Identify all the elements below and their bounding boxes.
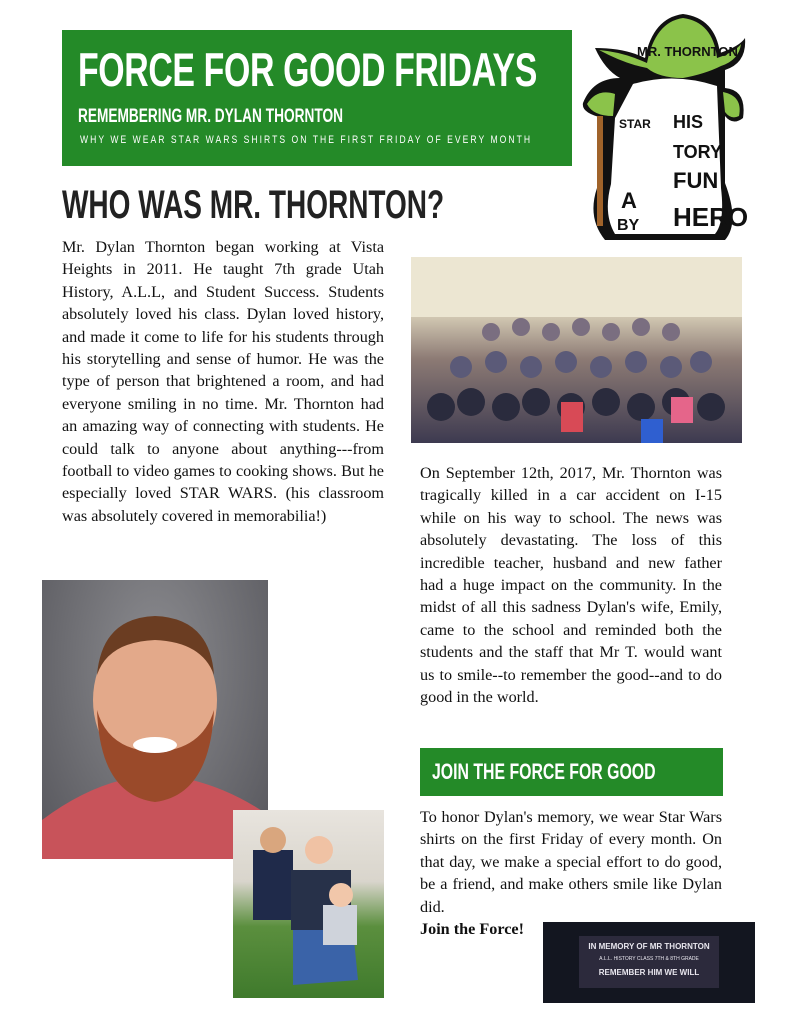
bio-paragraph: Mr. Dylan Thornton began working at Vista Heights in 2011. He taught 7th grade Utah History, A.L.L, and Student Success. Students absolutely loved his class. Dylan loved history, and made it come to life for his students through his storytelling and sense of humor. He was the type of person that brightened a room, and had everyone smiling in no time. Mr. Thornton had an amazing way of connecting with students. He could talk to anyone about anything---from football to video games to cooking shows. But he especially loved STAR WARS. (his classroom was absolutely covered in memorabilia!) bbox=[62, 238, 384, 525]
svg-text:A: A bbox=[621, 188, 637, 213]
yoda-word-art-image bbox=[575, 8, 750, 246]
page-tagline: WHY WE WEAR STAR WARS SHIRTS ON THE FIRST FRIDAY OF EVERY MONTH bbox=[80, 134, 533, 146]
family-photo bbox=[233, 810, 384, 998]
page-subtitle: REMEMBERING MR. DYLAN THORNTON bbox=[78, 106, 343, 127]
join-force-heading: JOIN THE FORCE FOR GOOD bbox=[432, 759, 656, 784]
svg-text:STAR: STAR bbox=[619, 117, 651, 131]
memorial-shirt-photo bbox=[543, 922, 755, 1003]
header-banner bbox=[62, 30, 572, 166]
join-body-text: To honor Dylan's memory, we wear Star Wars shirts on the first Friday of every month. On that day, we make a special effort to do good, be a friend, and make others smile like Dylan did. bbox=[420, 808, 722, 916]
svg-text:FUN: FUN bbox=[673, 168, 719, 193]
page-title: FORCE FOR GOOD FRIDAYS bbox=[78, 43, 537, 96]
svg-text:BY: BY bbox=[617, 217, 640, 234]
join-paragraph bbox=[420, 806, 722, 940]
staff-group-photo bbox=[411, 257, 742, 443]
tragedy-paragraph: On September 12th, 2017, Mr. Thornton was tragically killed in a car accident on I-15 while on his way to school. The news was absolutely devastating. The loss of this incredible teacher, husband and new father had a huge impact on the community. In the midst of all this sadness Dylan's wife, Emily, came to the school and reminded both the students and the staff that Mr T. would want us to smile--to remember the good--and to do good in the world. bbox=[420, 464, 722, 707]
join-closing-text: Join the Force! bbox=[420, 920, 524, 939]
svg-text:HERO: HERO bbox=[673, 202, 749, 232]
section-heading-who-was: WHO WAS MR. THORNTON? bbox=[62, 183, 445, 227]
svg-text:TORY: TORY bbox=[673, 142, 723, 162]
shirt-memorial-label: IN MEMORY OF MR THORNTON A.L.L. HISTORY CLASS 7TH & 8TH GRADE REMEMBER HIM WE WILL bbox=[579, 936, 719, 988]
join-force-banner bbox=[420, 748, 723, 796]
svg-text:MR. THORNTON: MR. THORNTON bbox=[637, 44, 738, 59]
svg-text:HIS: HIS bbox=[673, 112, 704, 132]
